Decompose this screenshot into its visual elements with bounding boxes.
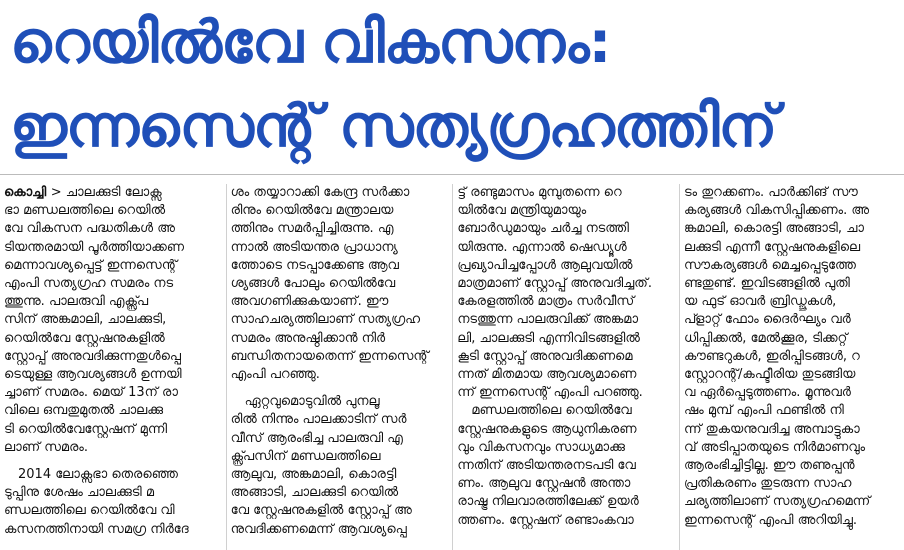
article-line: ണ്ടതുണ്ട്. ഇവിടങ്ങളിൽ പുതി <box>683 276 850 292</box>
article-line: രിനും റെയിൽവേ മന്ത്രാലയ <box>230 203 394 219</box>
article-line: പ്രഖ്യാപിച്ചപ്പോൾ ആലുവയിൽ <box>457 257 633 273</box>
article-line: ശ്യങ്ങൾ പോലും റെയിൽവേ <box>230 276 396 292</box>
article-line: ത്തണം. സ്റ്റേഷന് രണ്ടാംകവാ <box>457 512 634 528</box>
article-line: കേരളത്തിൽ മാത്രം സർവീസ് <box>457 294 635 310</box>
article-line: വിലെ ഒമ്പതുമുതൽ ചാലക്കു <box>4 403 164 419</box>
dateline: കൊച്ചി <box>4 185 51 200</box>
article-column-3 <box>452 184 675 550</box>
article-line: എംപി പറഞ്ഞു. <box>230 367 320 383</box>
article-line: ശം തയ്യാറാക്കി കേന്ദ്ര സർക്കാ <box>230 185 410 200</box>
article-line: ത്തിനും സമർപ്പിച്ചിരുന്നു. എ <box>230 221 394 237</box>
article-line: കസനത്തിനായി സമഗ്ര നിർദേ <box>4 521 189 537</box>
article-line: ട്ട് രണ്ടുമാസം മുമ്പുതന്നെ റെ <box>457 185 622 200</box>
article-line: സ്റ്റോപ്പ് അനുവദിക്കുന്നതുൾപ്പെ <box>4 348 182 364</box>
article-line: ആലുവ, അങ്കമാലി, കൊരട്ടി <box>230 467 397 483</box>
article-line: കര്യങ്ങൾ വികസിപ്പിക്കണം. അ <box>683 203 870 219</box>
article-line: ണം. ആലുവ സ്റ്റേഷൻ അന്താ <box>457 476 631 492</box>
article-line: ത്തുന്നു. പാലരുവി എക്സ്പ്ര <box>4 294 149 310</box>
article-line: ആരംഭിച്ചിട്ടില്ല. ഈ തണുപ്പൻ <box>683 458 855 474</box>
headline <box>10 0 894 168</box>
article-line: സമരം അനുഷ്ഠിക്കാൻ നിർ <box>230 330 386 346</box>
article-line: ന്ന് തുകയനുവദിച്ച അമ്പാട്ടുകാ <box>683 421 860 437</box>
article-line: ബോർഡുമായും ചർച്ച നടത്തി <box>457 221 629 237</box>
article-line: ലാണ് സമരം. <box>4 439 88 455</box>
article-line: നുവദിക്കണമെന്ന് ആവശ്യപ്പെ <box>230 521 407 537</box>
article-column-1 <box>4 184 222 550</box>
article-line: രിൽ നിന്നും പാലക്കാടിന് സർ <box>230 412 407 428</box>
article-line: വ് അടിപ്പാതയുടെ നിർമാണവും <box>683 439 866 455</box>
article-line: യിരുന്നു. എന്നാൽ ഷെഡ്യൂൾ <box>457 239 627 255</box>
article-line: സിന് അങ്കമാലി, ചാലക്കുടി, <box>4 312 167 328</box>
article-line: ടി റെയിൽവേസ്റ്റേഷന് മുന്നി <box>4 421 168 437</box>
article-line: സൗകര്യങ്ങൾ മെച്ചപ്പെടുത്തേ <box>683 257 856 273</box>
article-line: മാത്രമാണ് സ്റ്റോപ്പ് അനുവദിച്ചത്. <box>457 276 652 292</box>
article-line: ലി, ചാലക്കുടി എന്നിവിടങ്ങളിൽ <box>457 330 640 346</box>
paragraph-gap <box>231 384 449 393</box>
article-line: കൊച്ചി > ചാലക്കുടി ലോക്സ <box>4 185 162 200</box>
article-line: ത്തോടെ നടപ്പാക്കേണ്ട ആവ <box>230 257 399 273</box>
article-line: ടെയുള്ള ആവശ്യങ്ങൾ ഉന്നയി <box>4 367 182 383</box>
article-line: ച്ചാണ് സമരം. മെയ് 13ന് രാ <box>4 385 178 401</box>
article-line: വ ഏർപ്പെടുത്തണം. മൂന്നുവർ <box>683 385 851 401</box>
article-line: ങ്കമാലി, കൊരട്ടി അങ്ങാടി, ചാ <box>683 221 864 237</box>
headline-rule <box>0 174 904 175</box>
article-line: നടത്തുന്ന പാലരുവിക്ക് അങ്കമാ <box>457 312 639 328</box>
article-line: സാഹചര്യത്തിലാണ് സത്യഗ്രഹ <box>230 312 421 328</box>
article-line: ന്നാൽ അടിയന്തര പ്രാധാന്യ <box>230 239 398 255</box>
article-column-2 <box>226 184 449 550</box>
article-line: ക്സ്പ്രസിന് മണ്ഡലത്തിലെ <box>230 448 381 464</box>
article-line: രാഷ്ട്ര നിലവാരത്തിലേക്ക് ഉയർ <box>457 494 639 510</box>
article-line: അവഗണിക്കുകയാണ്. ഈ <box>230 294 389 310</box>
article-line: ധിപ്പിക്കൽ, മേൽക്കൂര, ടിക്കറ്റ് <box>683 330 848 346</box>
article-line: ഇന്നസെന്റ് എംപി അറിയിച്ചു. <box>683 512 858 528</box>
article-line: ഭാ മണ്ഡലത്തിലെ റെയിൽ <box>4 203 166 219</box>
article-line: കൗണ്ടറുകൾ, ഇരിപ്പിടങ്ങൾ, റ <box>683 348 860 364</box>
article-line: ടുപ്പിനു ശേഷം ചാലക്കുടി മ <box>4 485 155 501</box>
article-line: ന്നതിന് അടിയന്തരനടപടി വേ <box>457 458 636 474</box>
article-line: മെന്നാവശ്യപ്പെട്ട് ഇന്നസെന്റ് <box>4 257 177 273</box>
article-body <box>4 184 902 550</box>
article-line: സ്റ്റേഷനുകളുടെ ആധുനികരണ <box>457 421 637 437</box>
article-line: ബന്ധിതനായതെന്ന് ഇന്നസെന്റ് <box>230 348 429 364</box>
article-line: യ ഫുട് ഓവർ ബ്രിഡ്ജുകൾ, <box>683 294 837 310</box>
article-line: വേ വികസന പദ്ധതികൾ അ <box>4 221 175 237</box>
article-line: പ്ളാറ്റ് ഫോം ദൈർഘ്യം വർ <box>683 312 851 328</box>
article-line: വേ സ്റ്റേഷനുകളിൽ സ്റ്റോപ്പ് അ <box>230 503 412 519</box>
article-line: സ്റ്റോറന്റ്/കഫ്ടീരിയ തുടങ്ങിയ <box>683 367 856 383</box>
paragraph-gap <box>4 457 222 466</box>
article-line: 2014 ലോക്സഭാ തെരഞ്ഞെ <box>18 467 178 483</box>
headline-line-1: റെയിൽവേ വികസനം: <box>10 8 611 76</box>
article-line: വീസ് ആരംഭിച്ച പാലരുവി എ <box>230 430 403 446</box>
article-line: ടിയന്തരമായി പൂർത്തിയാക്കണ <box>4 239 184 255</box>
article-line: കൂടി സ്റ്റോപ്പ് അനുവദിക്കണമെ <box>457 348 633 364</box>
article-line: വും വികസനവും സാധ്യമാക്കു <box>457 439 625 455</box>
article-line: ടം തുറക്കണം. പാർക്കിങ് സൗ <box>683 185 858 200</box>
article-line: റെയിൽവേ സ്റ്റേഷനുകളിൽ <box>4 330 165 346</box>
headline-line-2: ഇന്നസെന്റ് സത്യഗ്രഹത്തിന് <box>10 92 777 160</box>
article-line: ചര്യത്തിലാണ് സത്യഗ്രഹമെന്ന് <box>683 494 871 510</box>
article-line: ന്നത് മിതമായ ആവശ്യമാണെ <box>457 367 637 383</box>
article-line: ഷം മുമ്പ് എംപി ഫണ്ടിൽ നി <box>683 403 844 419</box>
article-line: യിൽവേ മന്ത്രിയുമായും <box>457 203 587 219</box>
article-line: ന്ന് ഇന്നസെന്റ് എംപി പറഞ്ഞു. <box>457 385 643 401</box>
article-line: പ്രതികരണം തുടരുന്ന സാഹ <box>683 476 852 492</box>
article-line: മണ്ഡലത്തിലെ റെയിൽവേ <box>471 403 632 419</box>
article-line: ഏറ്റവുമൊടുവിൽ പുനലൂ <box>244 394 380 410</box>
article-line: അങ്ങാടി, ചാലക്കുടി റെയിൽ <box>230 485 399 501</box>
article-line: ണ്ഡലത്തിലെ റെയിൽവേ വി <box>4 503 175 519</box>
article-column-4 <box>679 184 902 550</box>
article-line: എംപി സത്യഗ്രഹ സമരം നട <box>4 276 174 292</box>
article-line: ലക്കുടി എന്നീ സ്റ്റേഷനുകളിലെ <box>683 239 861 255</box>
